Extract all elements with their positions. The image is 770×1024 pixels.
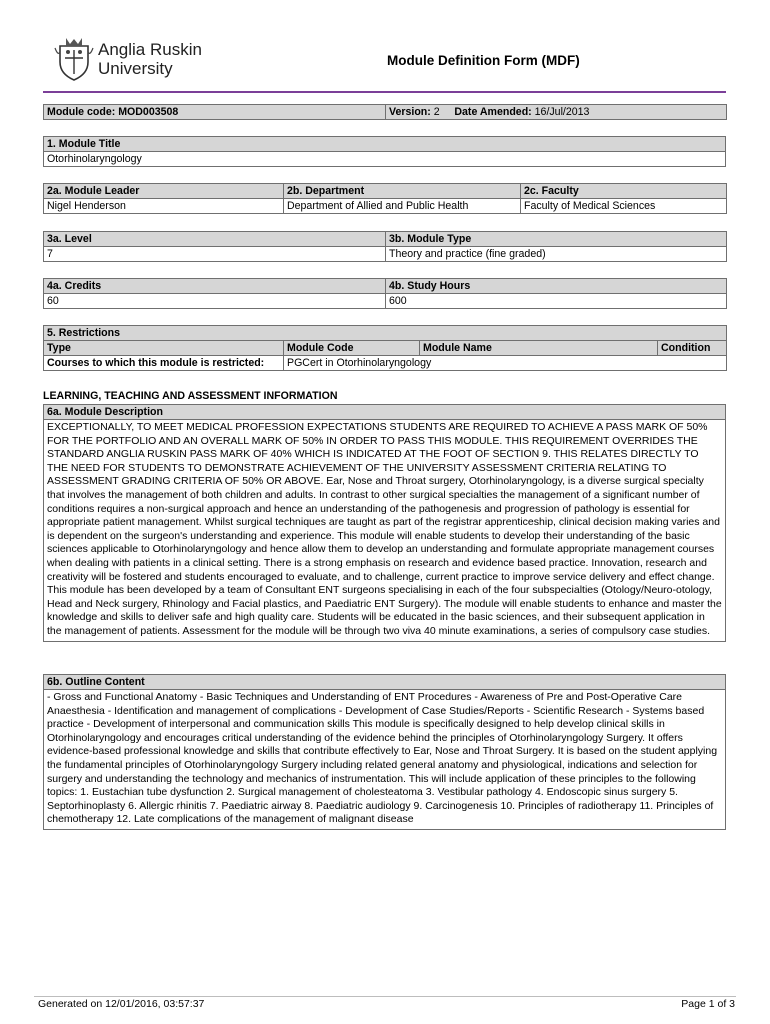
- level-heading: 3a. Level: [44, 232, 386, 247]
- version-label: Version:: [389, 106, 431, 118]
- lta-heading: LEARNING, TEACHING AND ASSESSMENT INFORMATION: [43, 390, 338, 402]
- outline-content-heading: 6b. Outline Content: [44, 675, 726, 690]
- leader-table: [43, 183, 727, 214]
- page-number: Page 1 of 3: [681, 998, 735, 1010]
- date-amended-label: Date Amended:: [454, 106, 532, 118]
- module-description-heading: 6a. Module Description: [44, 405, 726, 420]
- restrictions-heading: 5. Restrictions: [44, 326, 727, 341]
- restrictions-col-code: Module Code: [284, 341, 420, 356]
- university-name: [98, 40, 202, 78]
- module-leader-value: Nigel Henderson: [44, 199, 284, 214]
- credits-heading: 4a. Credits: [44, 279, 386, 294]
- generated-timestamp: Generated on 12/01/2016, 03:57:37: [38, 998, 205, 1010]
- module-code: Module code: MOD003508: [44, 105, 386, 120]
- department-heading: 2b. Department: [284, 184, 521, 199]
- module-type-heading: 3b. Module Type: [386, 232, 727, 247]
- level-table: [43, 231, 727, 262]
- credits-value: 60: [44, 294, 386, 309]
- crest-icon: [54, 36, 94, 82]
- version-value: 2: [433, 106, 440, 118]
- restrictions-table: [43, 325, 727, 371]
- university-logo: [54, 36, 202, 82]
- logo-line-1: Anglia Ruskin: [98, 40, 202, 59]
- level-value: 7: [44, 247, 386, 262]
- module-title-heading: 1. Module Title: [44, 137, 726, 152]
- version-cell: [386, 105, 727, 120]
- restrictions-col-type: Type: [44, 341, 284, 356]
- header-divider: [43, 91, 726, 93]
- module-title-value: Otorhinolaryngology: [44, 152, 726, 167]
- module-type-value: Theory and practice (fine graded): [386, 247, 727, 262]
- date-amended-value: 16/Jul/2013: [534, 106, 590, 118]
- logo-line-2: University: [98, 59, 173, 78]
- restrictions-col-name: Module Name: [420, 341, 658, 356]
- module-leader-heading: 2a. Module Leader: [44, 184, 284, 199]
- outline-content-text: - Gross and Functional Anatomy - Basic Techniques and Understanding of ENT Procedures - Awareness of Pre and Post-Operative Care Anaesthesia - Identification and management of complications - Development of Case Studies/Reports - Scientific Research - Systems based practice - Development of interpersonal and communication skills This module is specifically designed to help develop clinical skills in Otorhinolaryngology and encourages critical understanding of the evidence behind the principles of Otorhinolaryngology Surgery. It offers evidence-based professional knowledge and skills that contribute effectively to Ear, Nose and Throat Surgery. It is based on the student applying the fundamental principles of Otorhinolaryngology Surgery including related general anatomy and physiological, indications and selection for surgery and understanding the technology and mechanics of instrumentation. This will include application of these principles to the following topics: 1. Eustachian tube dysfunction 2. Surgical management of cholesteatoma 3. Vestibular pathology 4. Endoscopic sinus surgery 5. Septorhinoplasty 6. Allergic rhinitis 7. Paediatric airway 8. Paediatric audiology 9. Carcinogenesis 10. Principles of radiotherapy 11. Principles of chemotherapy 12. Late complications of the management of malignant disease: [44, 690, 726, 830]
- page-title: Module Definition Form (MDF): [387, 53, 580, 68]
- page-footer: [34, 996, 736, 1010]
- department-value: Department of Allied and Public Health: [284, 199, 521, 214]
- study-hours-heading: 4b. Study Hours: [386, 279, 727, 294]
- module-description-table: [43, 404, 726, 642]
- module-description-text: EXCEPTIONALLY, TO MEET MEDICAL PROFESSION EXPECTATIONS STUDENTS ARE REQUIRED TO ACHIEVE A PASS MARK OF 50% FOR THE PORTFOLIO AND AN OVERALL MARK OF 50% IN ORDER TO PASS THIS MODULE. THIS REQUIREMENT OVERRIDES THE STANDARD ANGLIA RUSKIN PASS MARK OF 40% WHICH IS INDICATED AT THE FOOT OF SECTION 9. THIS RELATES DIRECTLY TO THE NEED FOR STUDENTS TO DEMONSTRATE ACHIEVEMENT OF THE UNIVERSITY ASSESSMENT CRITERIA RELATING TO ASSESSMENT GRADING CRITERIA OF 50% OR ABOVE. Ear, Nose and Throat surgery, Otorhinolaryngology, is a diverse surgical specialty that involves the management of both children and adults. In contrast to other surgical specialties the management of a significant number of conditions requires a non-surgical approach and hence an understanding of the pathogenesis and progression of pathology is essential for appropriate patient management. Whilst surgical techniques are taught as part of the registrar apprenticeship, clinical decision making varies and is dependent on the surgeon's understanding and experience. This module will enable students to develop their understanding of the basic sciences applicable to Otorhinolaryngology and hence allow them to develop an understanding and formulate appropriate management courses when dealing with patients in a clinical setting. There is a strong emphasis on research and evidence based practice. Innovation, research and creativity will be fostered and students encouraged to evaluate, and to challenge, current practice to improve service delivery and effect change. This module has been developed by a team of Consultant ENT surgeons specialising in each of the four subspecialties (Otology/Neuro-otology, Head and Neck surgery, Rhinology and Facial plastics, and Paediatric ENT Surgery). The module will enable students to enhance and master the knowledge and skills to deliver safe and high quality care. Students will be educated in the basic sciences, and their subsequent application in the management of patients. Assessment for the module will be through two viva 40 minute examinations, a series of compulsory case studies.: [44, 420, 726, 642]
- faculty-value: Faculty of Medical Sciences: [521, 199, 727, 214]
- module-title-table: [43, 136, 726, 167]
- outline-content-table: [43, 674, 726, 830]
- restrictions-col-condition: Condition: [658, 341, 727, 356]
- restrictions-row-label: Courses to which this module is restricted:: [44, 356, 284, 371]
- study-hours-value: 600: [386, 294, 727, 309]
- restrictions-row-value: PGCert in Otorhinolaryngology: [284, 356, 727, 371]
- module-code-table: [43, 104, 727, 120]
- faculty-heading: 2c. Faculty: [521, 184, 727, 199]
- credits-table: [43, 278, 727, 309]
